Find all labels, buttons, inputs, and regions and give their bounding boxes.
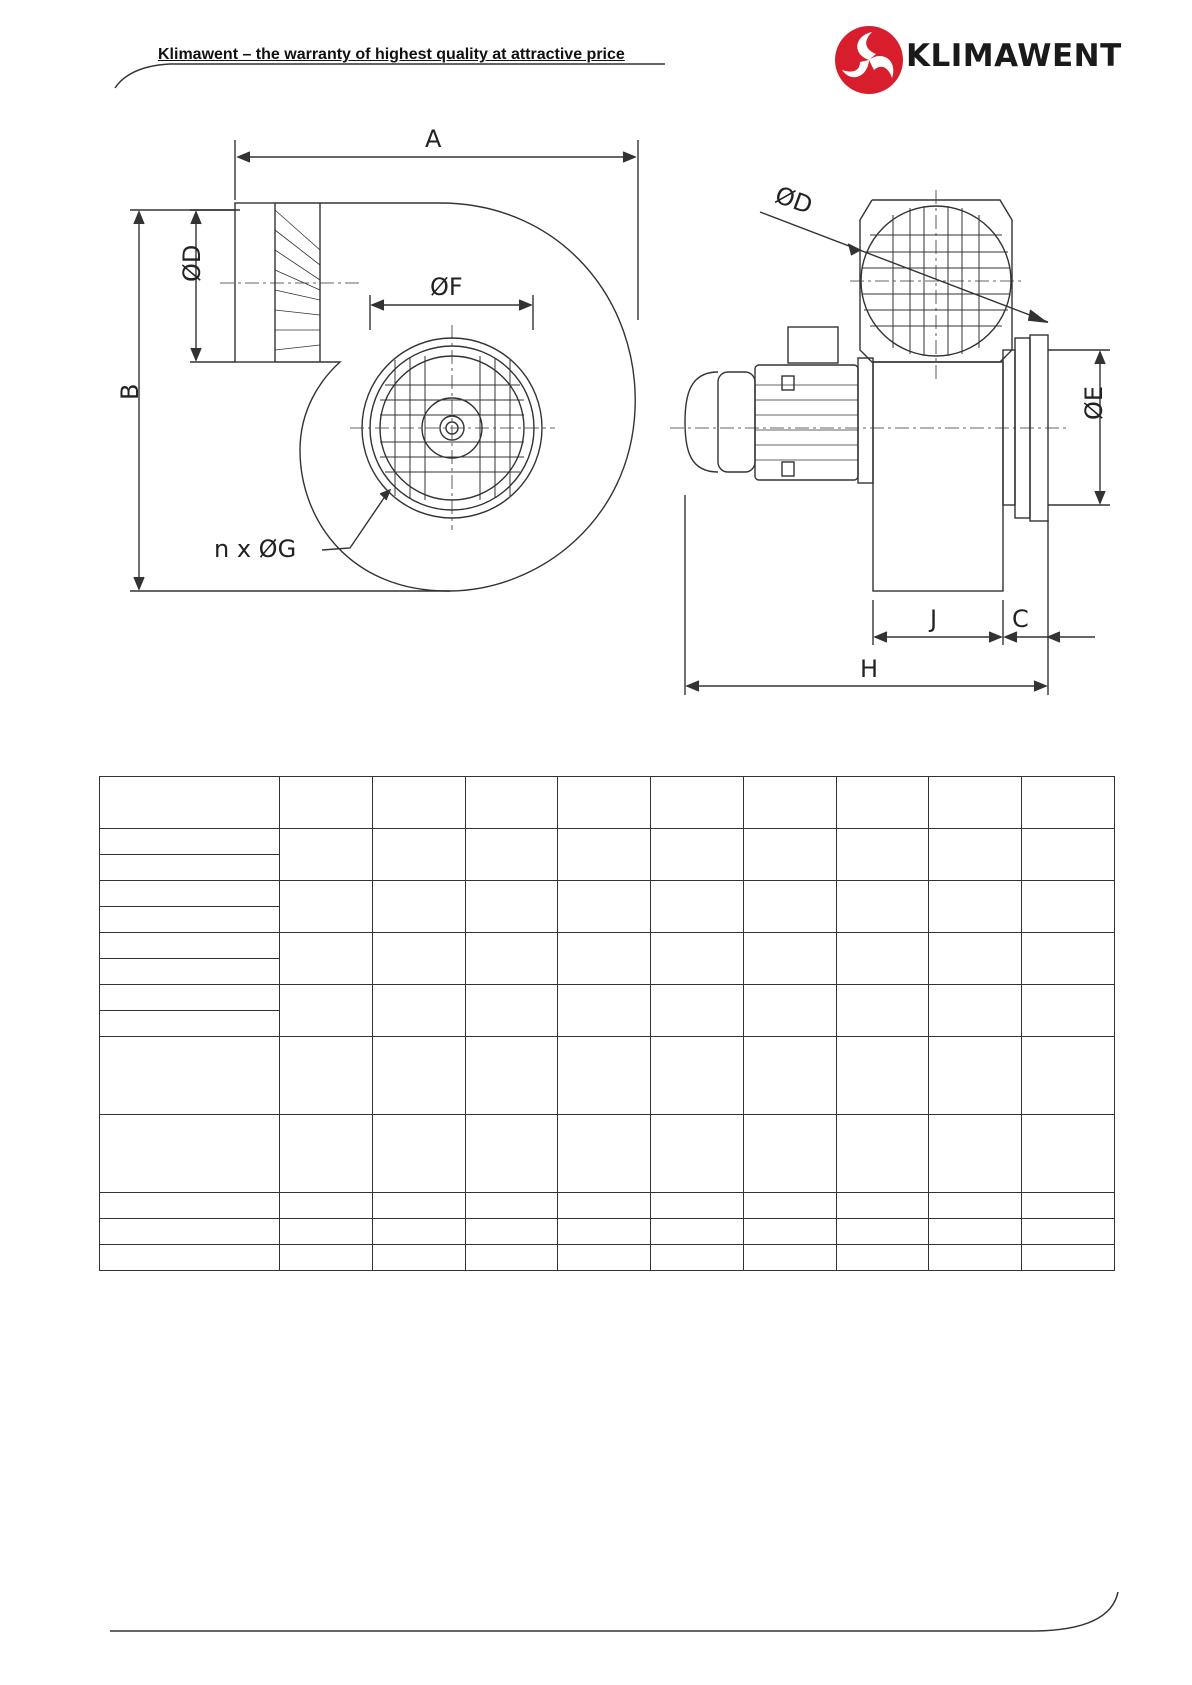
dim-label-c: C xyxy=(1012,605,1029,633)
table-row xyxy=(100,985,1115,1011)
dim-label-e: ØE xyxy=(1080,385,1108,420)
specification-table xyxy=(99,776,1115,1271)
dim-label-b: B xyxy=(116,383,144,400)
dim-label-d-side: ØD xyxy=(771,180,817,220)
table-row xyxy=(100,829,1115,855)
table-row xyxy=(100,1115,1115,1193)
header-tagline: Klimawent – the warranty of highest quality at attractive price xyxy=(158,46,625,63)
brand-name: KLIMAWENT xyxy=(906,38,1122,74)
dim-label-g: n x ØG xyxy=(214,535,297,563)
dim-label-f: ØF xyxy=(430,273,463,301)
table-row xyxy=(100,1245,1115,1271)
dim-label-a: A xyxy=(425,125,442,153)
footer-curve xyxy=(0,1580,1192,1640)
dim-label-h: H xyxy=(860,655,879,683)
table-row xyxy=(100,1219,1115,1245)
table-row xyxy=(100,933,1115,959)
table-header-row xyxy=(100,777,1115,829)
table-row xyxy=(100,1193,1115,1219)
dim-label-d-front: ØD xyxy=(178,244,206,282)
fan-technical-drawing xyxy=(0,0,1192,720)
table-row xyxy=(100,881,1115,907)
dim-label-j: J xyxy=(930,605,938,633)
table-row xyxy=(100,1037,1115,1115)
